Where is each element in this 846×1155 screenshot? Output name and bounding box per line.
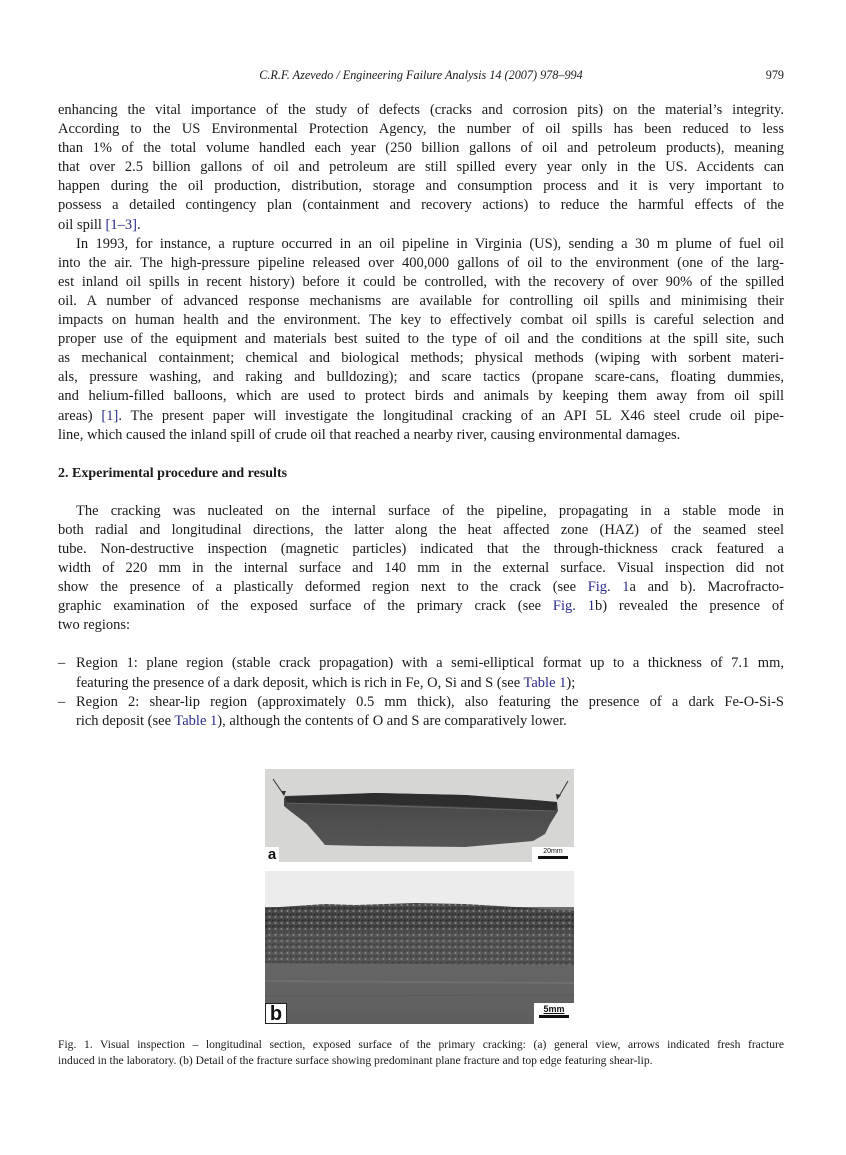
figure-link-fig1[interactable]: Fig. 1 [587, 579, 630, 596]
text-line: into the air. The high-pressure pipeline released over 400,000 gallons of oil to the environment (one of the larg- [58, 254, 784, 271]
text-line [58, 407, 784, 426]
text-line: Region 1: plane region (stable crack propagation) with a semi-elliptical format up to a thickness of 7.1 mm, [76, 655, 784, 672]
text-line: est inland oil spills in recent history) before it could be controlled, with the recovery of over 90% of the spilled [58, 273, 784, 290]
text-line: happen during the oil production, distribution, storage and consumption process and it is very important to [58, 178, 784, 195]
text-span: ), although the contents of O and S are comparatively lower. [217, 712, 567, 729]
text-line: Region 2: shear-lip region (approximately 0.5 mm thick), also featuring the presence of a dark Fe-O-Si-S [76, 693, 784, 710]
text-span: rich deposit (see [76, 712, 175, 729]
text-line: tube. Non-destructive inspection (magnetic particles) indicated that the through-thickness crack featured a [58, 540, 784, 557]
table-link-table1[interactable]: Table 1 [174, 712, 218, 729]
text-line: proper use of the equipment and materials best suited to the type of oil and the conditions at the spill site, such [58, 331, 784, 348]
text-line: According to the US Environmental Protection Agency, the number of oil spills has been reduced to less [58, 121, 784, 138]
figure-panel-a-photo [265, 769, 574, 862]
text-line: In 1993, for instance, a rupture occurred in an oil pipeline in Virginia (US), sending a 30 m plume of fuel oil [76, 235, 784, 252]
section-heading: 2. Experimental procedure and results [58, 465, 288, 481]
citation-link-1[interactable]: [1] [101, 407, 119, 424]
fracture-surface-image [265, 871, 574, 1024]
text-line: two regions: [58, 617, 131, 634]
figure-link-fig1[interactable]: Fig. 1 [552, 598, 595, 615]
text-span: featuring the presence of a dark deposit, which is rich in Fe, O, Si and S (see [76, 674, 524, 691]
regions-list [58, 654, 784, 730]
text-span: . The present paper will investigate the longitudinal cracking of an API 5L X46 steel crude oil pipe- [118, 407, 784, 424]
scale-bar-line [539, 1015, 569, 1018]
caption-line: induced in the laboratory. (b) Detail of the fracture surface showing predominant plane fracture and top edge featuring shear-lip. [58, 1054, 653, 1068]
text-line: as mechanical containment; chemical and biological methods; physical methods (wiping with sorbent materi- [58, 350, 784, 367]
text-line: width of 220 mm in the internal surface and 140 mm in the external surface. Visual inspection did not [58, 560, 784, 577]
scale-bar-20mm [532, 847, 574, 862]
paragraph-2 [58, 235, 784, 445]
paragraph-1 [58, 101, 784, 235]
text-line: possess a detailed contingency plan (containment and recovery actions) to reduce the harmful effects of the [58, 197, 784, 214]
scale-bar-label: 20mm [543, 848, 563, 855]
panel-label-a: a [265, 847, 279, 862]
scale-bar-5mm [534, 1003, 574, 1024]
figure-panel-b-photo [265, 871, 574, 1024]
text-line: als, pressure washing, and raking and bulldozing); and scare tactics (propane scare-cans, floating dummies, [58, 369, 784, 386]
text-line: The cracking was nucleated on the internal surface of the pipeline, propagating in a stable mode in [76, 502, 784, 519]
text-line: oil. A number of advanced response mechanisms are available for controlling oil spills and minimising their [58, 292, 784, 309]
text-line [76, 712, 784, 731]
page-number: 979 [765, 68, 784, 82]
text-line: that over 2.5 billion gallons of oil and petroleum are still spilled every year only in the US. Accidents can [58, 159, 784, 176]
running-header [58, 68, 784, 84]
text-span: b) revealed the presence of [594, 598, 785, 615]
text-span: oil spill [58, 216, 106, 233]
text-line: than 1% of the total volume handled each year (250 billion gallons of oil and petroleum products), meaning [58, 140, 784, 157]
list-item-region-1 [58, 654, 784, 692]
text-span: ); [566, 674, 576, 691]
figure-caption [58, 1037, 784, 1070]
text-span: a and b). Macrofracto- [629, 579, 785, 596]
text-line [58, 578, 784, 597]
text-line: and helium-filled balloons, which are used to protect birds and animals by keeping them away from oil spill [58, 388, 784, 405]
text-span: graphic examination of the exposed surface of the primary crack (see [58, 598, 553, 615]
text-span: areas) [58, 407, 102, 424]
list-item-region-2 [58, 693, 784, 731]
text-line [76, 674, 784, 693]
text-line: enhancing the vital importance of the study of defects (cracks and corrosion pits) on the material’s integrity. [58, 102, 784, 118]
list-dash: – [58, 655, 66, 672]
paragraph-3 [58, 502, 784, 636]
caption-line: Fig. 1. Visual inspection – longitudinal section, exposed surface of the primary cracking: (a) general view, arrows indicated fresh fracture [58, 1038, 784, 1051]
text-span: show the presence of a plastically deformed region next to the crack (see [58, 579, 588, 596]
scale-bar-line [538, 856, 568, 859]
text-line: both radial and longitudinal directions, the latter along the heat affected zone (HAZ) of the seamed steel [58, 521, 784, 538]
pipe-section-image [265, 769, 574, 862]
text-line [58, 597, 784, 616]
citation-link-1-3[interactable]: [1–3] [105, 216, 137, 233]
body-text [58, 101, 784, 731]
scale-bar-label: 5mm [543, 1004, 565, 1014]
panel-label-b: b [265, 1003, 287, 1024]
text-line [58, 216, 784, 235]
table-link-table1[interactable]: Table 1 [523, 674, 567, 691]
text-line: line, which caused the inland spill of crude oil that reached a nearby river, causing environmental damages. [58, 426, 681, 443]
text-line: impacts on human health and the environment. The key to effectively combat oil spills is careful selection and [58, 312, 784, 329]
running-title: C.R.F. Azevedo / Engineering Failure Analysis 14 (2007) 978–994 [259, 68, 583, 82]
list-dash: – [58, 693, 66, 710]
text-span: . [136, 216, 141, 233]
